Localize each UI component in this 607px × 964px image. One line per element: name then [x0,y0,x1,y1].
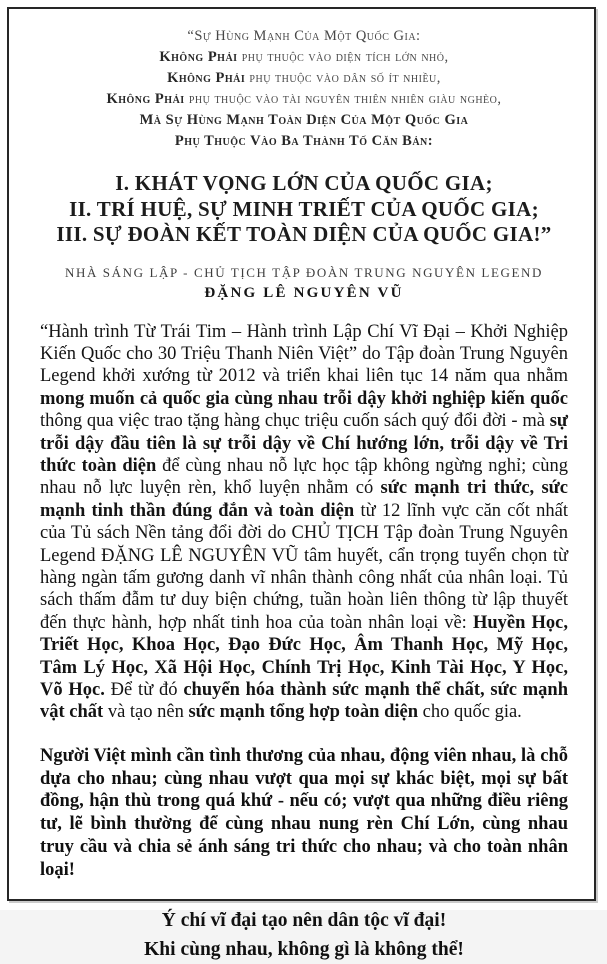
page-content [40,0,568,964]
quote-line-5: Mà Sự Hùng Mạnh Toàn Diện Của Một Quốc Gia [139,112,469,128]
quote-line-4: Không Phải phụ thuộc vào tài nguyên thiên nhiên giàu nghèo, [106,91,502,107]
attribution-role: NHÀ SÁNG LẬP - CHỦ TỊCH TẬP ĐOÀN TRUNG NGUYÊN LEGEND [64,264,543,280]
pillar-2: II. TRÍ HUỆ, SỰ MINH TRIẾT CỦA QUỐC GIA; [69,196,539,221]
appeal-paragraph: Người Việt mình cần tình thương của nhau, động viên nhau, là chỗ dựa cho nhau; cùng nhau vượt qua mọi sự khác biệt, mọi sự bất đồng, hận thù trong quá khứ - nếu có; vượt qua những điều riêng tư, lẽ bình thường để cùng nhau nung rèn Chí Lớn, cùng nhau truy cầu và chia sẻ ánh sáng tri thức cho nhau; và cho toàn nhân loại! [40,745,568,880]
national-strength-quote [40,26,568,152]
quote-line-1: “Sự Hùng Mạnh Của Một Quốc Gia: [187,28,421,44]
journey-body-paragraph: “Hành trình Từ Trái Tim – Hành trình Lập Chí Vĩ Đại – Khởi Nghiệp Kiến Quốc cho 30 Triệu Thanh Niên Việt” do Tập đoàn Trung Nguyên Legend khởi xướng từ 2012 và triển khai liên tục 14 năm qua nhằm mong muốn cả quốc gia cùng nhau trỗi dậy khởi nghiệp kiến quốc thông qua việc trao tặng hàng chục triệu cuốn sách quý đổi đời - mà sự trỗi dậy đầu tiên là sự trỗi dậy về Chí hướng lớn, trỗi dậy về Tri thức toàn diện để cùng nhau nỗ lực học tập không ngừng nghỉ; cùng nhau nỗ lực luyện rèn, khổ luyện nhằm có sức mạnh tri thức, sức mạnh tinh thần đúng đắn và toàn diện từ 12 lĩnh vực căn cốt nhất của Tủ sách Nền tảng đổi đời do CHỦ TỊCH Tập đoàn Trung Nguyên Legend ĐẶNG LÊ NGUYÊN VŨ tâm huyết, cẩn trọng tuyển chọn từ hàng ngàn tấm gương danh vĩ nhân thành công nhất của nhân loại. Tủ sách thấm đẫm tư duy biện chứng, tuần hoàn liên thông từ lập thuyết đến thực hành, hợp nhất tinh hoa của toàn nhân loại về: Huyền Học, Triết Học, Khoa Học, Đạo Đức Học, Âm Thanh Học, Mỹ Học, Tâm Lý Học, Xã Hội Học, Chính Trị Học, Kinh Tài Học, Y Học, Võ Học. Để từ đó chuyển hóa thành sức mạnh thể chất, sức mạnh vật chất và tạo nên sức mạnh tổng hợp toàn diện cho quốc gia. [40,321,569,723]
closing-line-1: Ý chí vĩ đại tạo nên dân tộc vĩ đại! [161,909,447,931]
closing-line-2: Khi cùng nhau, không gì là không thể! [144,938,464,960]
pillar-1: I. KHÁT VỌNG LỚN CỦA QUỐC GIA; [115,171,493,195]
pillar-3: III. SỰ ĐOÀN KẾT TOÀN DIỆN CỦA QUỐC GIA!” [56,222,552,246]
attribution-name: ĐẶNG LÊ NGUYÊN VŨ [204,284,404,301]
quote-line-6: Phụ Thuộc Vào Ba Thành Tố Căn Bản: [174,133,434,149]
three-pillars-heading [40,171,568,248]
quote-line-2: Không Phải phụ thuộc vào diện tích lớn nhỏ, [159,49,449,65]
attribution [40,265,568,302]
quote-line-3: Không Phải phụ thuộc vào dân số ít nhiều, [167,70,441,86]
closing-slogan [40,906,568,964]
